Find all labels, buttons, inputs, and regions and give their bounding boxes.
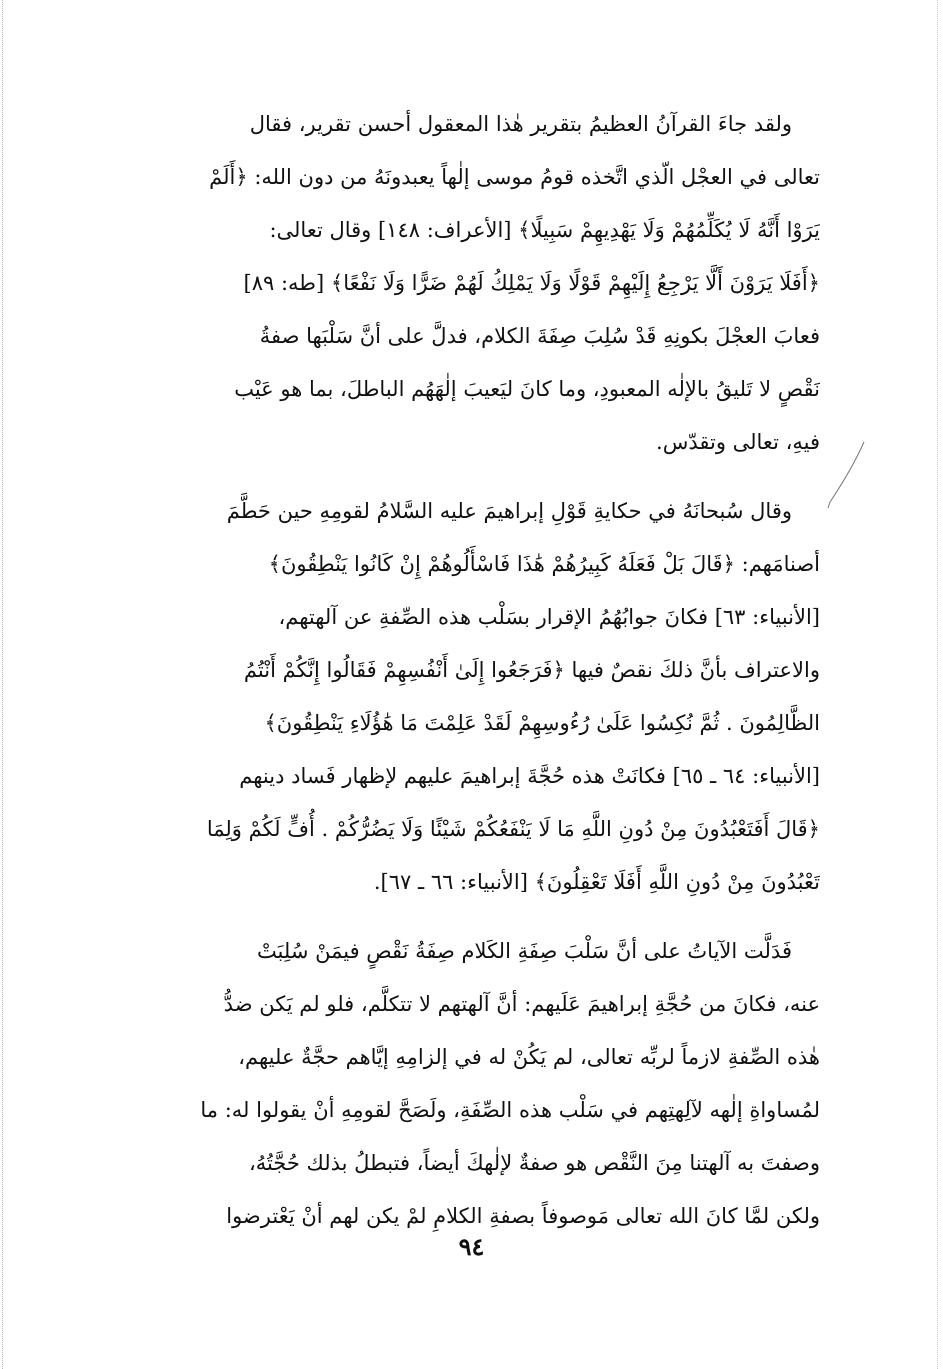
paragraph-3 xyxy=(100,925,820,1243)
paragraph-spacer xyxy=(100,469,820,485)
text-line: نَقْصٍ لا تَليقُ بالإلٰه المعبودِ، وما كانَ ليَعيبَ إلٰهَهُم الباطلَ، بما هو عَيْب xyxy=(234,377,820,401)
text-line: تَعْبُدُونَ مِنْ دُونِ اللَّهِ أَفَلَا تَعْقِلُونَ﴾ [الأنبياء: ٦٦ ـ ٦٧]. xyxy=(373,870,820,894)
body-text xyxy=(100,98,820,1243)
page-number: ٩٤ xyxy=(458,1232,485,1261)
margin-pencil-mark xyxy=(826,440,866,510)
scan-edge-right xyxy=(937,0,939,1369)
text-line: أصنامَهم: ﴿قَالَ بَلْ فَعَلَهُ كَبِيرُهُمْ هَٰذَا فَاسْأَلُوهُمْ إِنْ كَانُوا يَنْطِقُونَ﴾ xyxy=(268,552,820,576)
text-line: والاعتراف بأنَّ ذلكَ نقصٌ فيها ﴿فَرَجَعُوا إِلَىٰ أَنْفُسِهِمْ فَقَالُوا إِنَّكُمْ أَنْتُمُ xyxy=(243,658,820,682)
paragraph-2 xyxy=(100,485,820,909)
text-line: وقال سُبحانَهُ في حكايةِ قَوْلِ إبراهيمَ عليه السَّلامُ لقومِهِ حين حَطَّمَ xyxy=(226,499,792,523)
text-line: الظَّالِمُونَ . ثُمَّ نُكِسُوا عَلَىٰ رُءُوسِهِمْ لَقَدْ عَلِمْتَ مَا هَٰؤُلَاءِ يَنْطِقُونَ﴾ xyxy=(264,711,820,735)
text-line: فَدَلَّت الآياتُ على أنَّ سَلْبَ صِفَةِ الكَلام صِفَةُ نَقْصٍ فيمَنْ سُلِبَتْ xyxy=(256,939,792,963)
text-line: [الأنبياء: ٦٤ ـ ٦٥] فكانَتْ هذه حُجَّةَ إبراهيمَ عليهم لإظهار فَساد دينهم xyxy=(239,764,820,788)
text-line: فعابَ العجْلَ بكونِهِ قَدْ سُلِبَ صِفَةَ الكلام، فدلَّ على أنَّ سَلْبَها صفةُ xyxy=(259,324,820,348)
text-line: ﴿أَفَلَا يَرَوْنَ أَلَّا يَرْجِعُ إِلَيْهِمْ قَوْلًا وَلَا يَمْلِكُ لَهُمْ ضَرًّا وَلَا نَفْعًا﴾ [طه: ٨٩] xyxy=(243,271,820,295)
text-line: يَرَوْا أَنَّهُ لَا يُكَلِّمُهُمْ وَلَا يَهْدِيهِمْ سَبِيلًا﴾ [الأعراف: ١٤٨] وقال تعالى: xyxy=(269,218,820,242)
text-line: فيهِ، تعالى وتقدّس. xyxy=(656,430,820,454)
text-line: وصفتَ به آلهتنا مِنَ النَّقْص هو صفةٌ لإلٰهكَ أيضاً، فتبطلُ بذلك حُجَّتُهُ، xyxy=(248,1151,820,1175)
text-line: [الأنبياء: ٦٣] فكانَ جوابُهُمُ الإقرار بسَلْب هذه الصِّفةِ عن آلهتهم، xyxy=(278,605,820,629)
text-line: لمُساواةِ إلٰهه لآلِهتِهم في سَلْب هذه الصِّفَةِ، ولَصَحَّ لقومِهِ أنْ يقولوا له: ما xyxy=(200,1098,820,1122)
text-line: هٰذه الصِّفةِ لازماً لربِّه تعالى، لم يَكُنْ له في إلزامِهِ إيَّاهم حجَّةٌ عليهم، xyxy=(238,1045,820,1069)
paragraph-spacer xyxy=(100,909,820,925)
paragraph-1 xyxy=(100,98,820,469)
text-line: عنه، فكانَ من حُجَّةِ إبراهيمَ عَلَيهم: أنَّ آلهتهم لا تتكلَّم، فلو لم يَكن ضدُّ xyxy=(223,992,820,1016)
text-line: ولكن لمَّا كانَ الله تعالى مَوصوفاً بصفةِ الكلامِ لمْ يكن لهم أنْ يَعْترضوا xyxy=(226,1204,820,1228)
scan-edge-left xyxy=(2,0,4,1369)
text-line: تعالى في العجْل الّذي اتَّخذه قومُ موسى إلٰهاً يعبدونَهُ من دون الله: ﴿أَلَمْ xyxy=(209,165,820,189)
text-line: ﴿قَالَ أَفَتَعْبُدُونَ مِنْ دُونِ اللَّهِ مَا لَا يَنْفَعُكُمْ شَيْئًا وَلَا يَضُرُّكُمْ . أُفٍّ لَكُمْ وَلِمَا xyxy=(206,817,820,841)
text-line: ولقد جاءَ القرآنُ العظيمُ بتقرير هٰذا المعقول أحسن تقرير، فقال xyxy=(249,112,792,136)
